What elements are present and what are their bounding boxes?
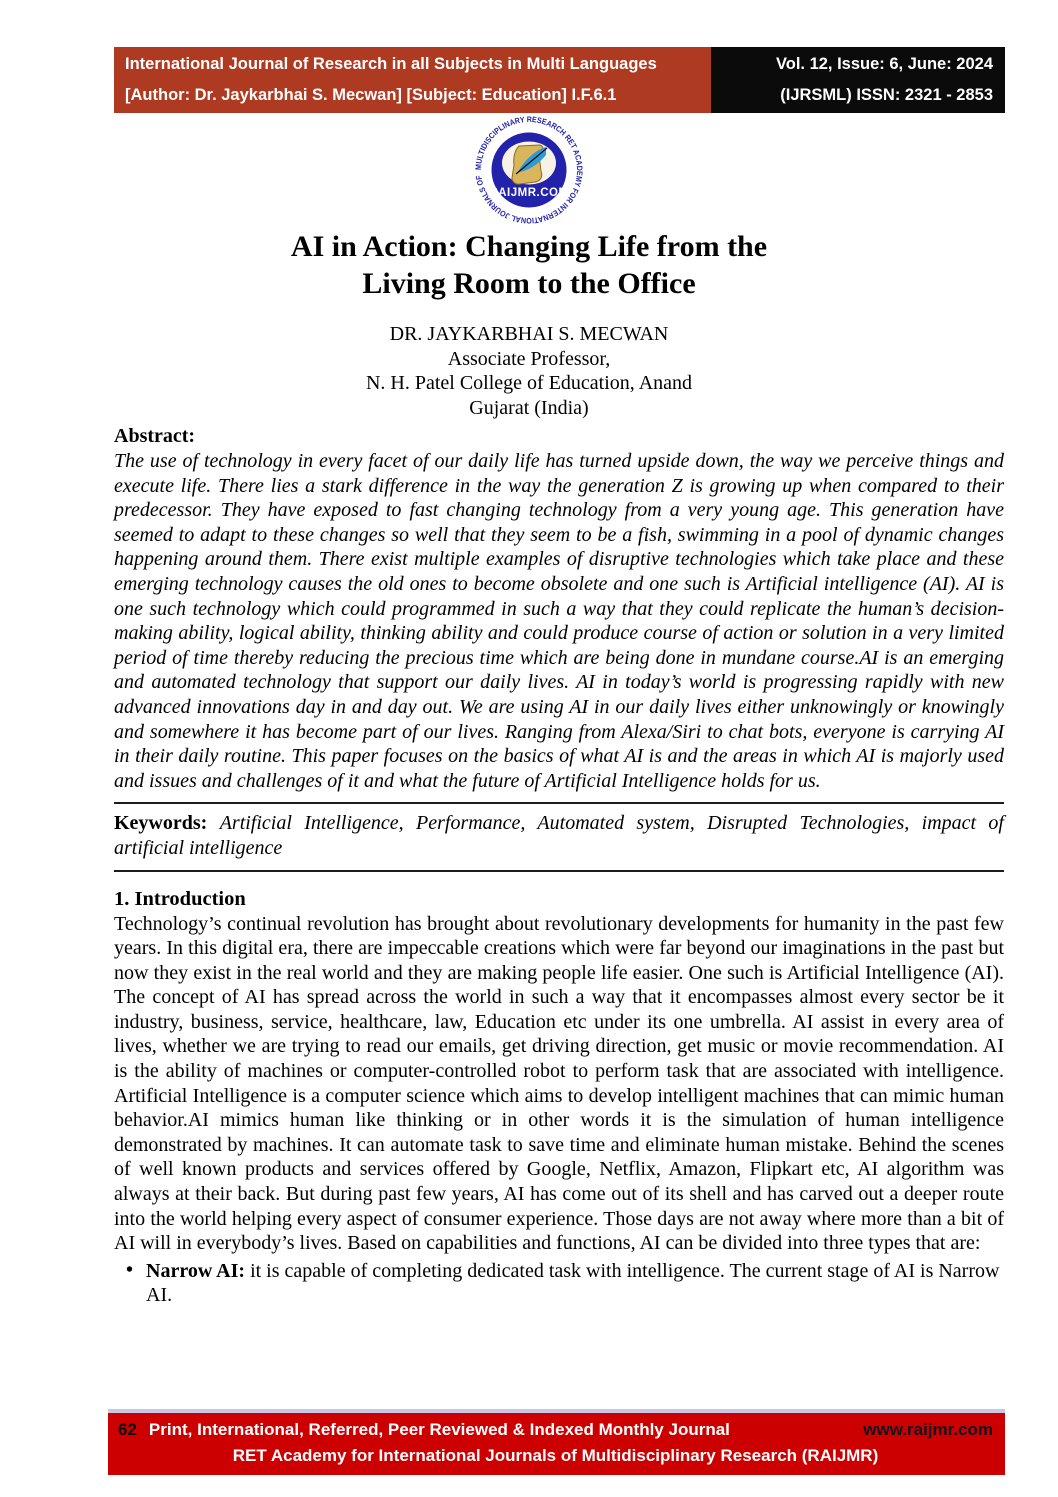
author-role: Associate Professor, [447,347,611,370]
header-issue-block [711,47,1005,113]
paper-title [0,228,1058,302]
bullet-label: Narrow AI: [146,1259,246,1282]
page-header [114,47,1005,113]
logo-center-text: RAIJMR.COM [489,187,569,199]
bullet-body: it is capable of completing dedicated task with intelligence. The current stage of AI is Narrow AI. [146,1259,1000,1307]
paper-body [114,424,1004,1308]
journal-logo [0,116,1058,229]
page-footer [108,1409,1005,1475]
paper-title-line1: AI in Action: Changing Life from the [290,230,768,263]
footer-academy-line: RET Academy for International Journals of Multidisciplinary Research (RAIJMR) [232,1446,879,1465]
divider-rule-top [114,802,1004,804]
author-block [0,322,1058,420]
header-author-line: [Author: Dr. Jaykarbhai S. Mecwan] [Subject: Education] I.F.6.1 [125,86,617,104]
list-item-narrow-ai [114,1259,1004,1308]
keywords-label: Keywords: [114,812,208,835]
journal-name: International Journal of Research in all Subjects in Multi Languages [125,55,657,73]
abstract-heading: Abstract: [114,425,196,447]
footer-website-link[interactable]: www.raijmr.com [863,1420,993,1439]
page-number: 62 [118,1420,137,1439]
paper-title-line2: Living Room to the Office [362,267,696,300]
author-location: Gujarat (India) [469,396,589,419]
keywords-line [114,811,1004,860]
footer-line1 [118,1417,993,1443]
issn-line: (IJRSML) ISSN: 2321 - 2853 [780,86,993,104]
volume-issue-line: Vol. 12, Issue: 6, June: 2024 [775,55,993,73]
bullet-content [146,1259,1004,1308]
header-journal-block [114,47,711,113]
raijmr-logo-icon [466,116,592,224]
introduction-heading: 1. Introduction [114,887,246,910]
author-affiliation: N. H. Patel College of Education, Anand [365,372,693,394]
bullet-icon: • [126,1258,134,1281]
abstract-text: The use of technology in every facet of our daily life has turned upside down, the way we perceive things and execute life. There lies a stark difference in the way the generation Z is growing up when compared to their predecessor. They have exposed to fast changing technology from a very young age. This generation have seemed to adapt to these changes so well that they seem to be a fish, swimming in a pool of dynamic changes happening around them. There exist multiple examples of disruptive technologies which take place and these emerging technology causes the old ones to become obsolete and one such is Artificial intelligence (AI). AI is one such technology which could programmed in such a way that they could replicate the human’s decision-making ability, logical ability, thinking ability and could produce course of action or solution in a very limited period of time thereby reducing the precious time which are being done in mundane course.AI is an emerging and automated technology that support our daily lives. AI in today’s world is progressing rapidly with new advanced innovations day in and day out. We are using AI in our daily lives either unknowingly or knowingly and somewhere it has become part of our lives. Ranging from Alexa/Siri to chat bots, everyone is carrying AI in their daily routine. This paper focuses on the basics of what AI is and the areas in which AI is majorly used and issues and challenges of it and what the future of Artificial Intelligence holds for us. [114,450,1004,792]
introduction-text: Technology’s continual revolution has brought about revolutionary developments for humanity in the past few years. In this digital era, there are impeccable creations which were far beyond our imaginations in the past but now they exist in the real world and they are making people life easier. One such is Artificial Intelligence (AI). The concept of AI has spread across the world in such a way that it encompasses almost every sector be it industry, business, service, healthcare, law, Education etc under its one umbrella. AI assist in every area of lives, whether we are trying to read our emails, get driving direction, get music or movie recommendation. AI is the ability of machines or computer-controlled robot to perform task that are associated with intelligence. Artificial Intelligence is a computer science which aims to develop intelligent machines that can mimic human behavior.AI mimics human like thinking or in other words it is the simulation of human intelligence demonstrated by machines. It can automate task to save time and eliminate human mistake. Behind the scenes of well known products and services offered by Google, Netflix, Amazon, Flipkart etc, AI algorithm was always at their back. But during past few years, AI has come out of its shell and has carved out a deeper route into the world helping every aspect of consumer experience. Those days are not away where more than a bit of AI will in everybody’s lives. Based on capabilities and functions, AI can be divided into three types that are: [114,912,1004,1255]
footer-journal-type: Print, International, Referred, Peer Reviewed & Indexed Monthly Journal [148,1420,730,1439]
divider-rule-bottom [114,870,1004,872]
logo-ring-text: MULTIDISCIPLINARY RESEARCH RET ACADEMY FOR INTERNATIONAL JOURNALS OF [473,116,585,224]
keywords-text: Artificial Intelligence, Performance, Automated system, Disrupted Technologies, impact of artificial intelligence [114,812,1004,859]
author-name: DR. JAYKARBHAI S. MECWAN [389,323,669,345]
